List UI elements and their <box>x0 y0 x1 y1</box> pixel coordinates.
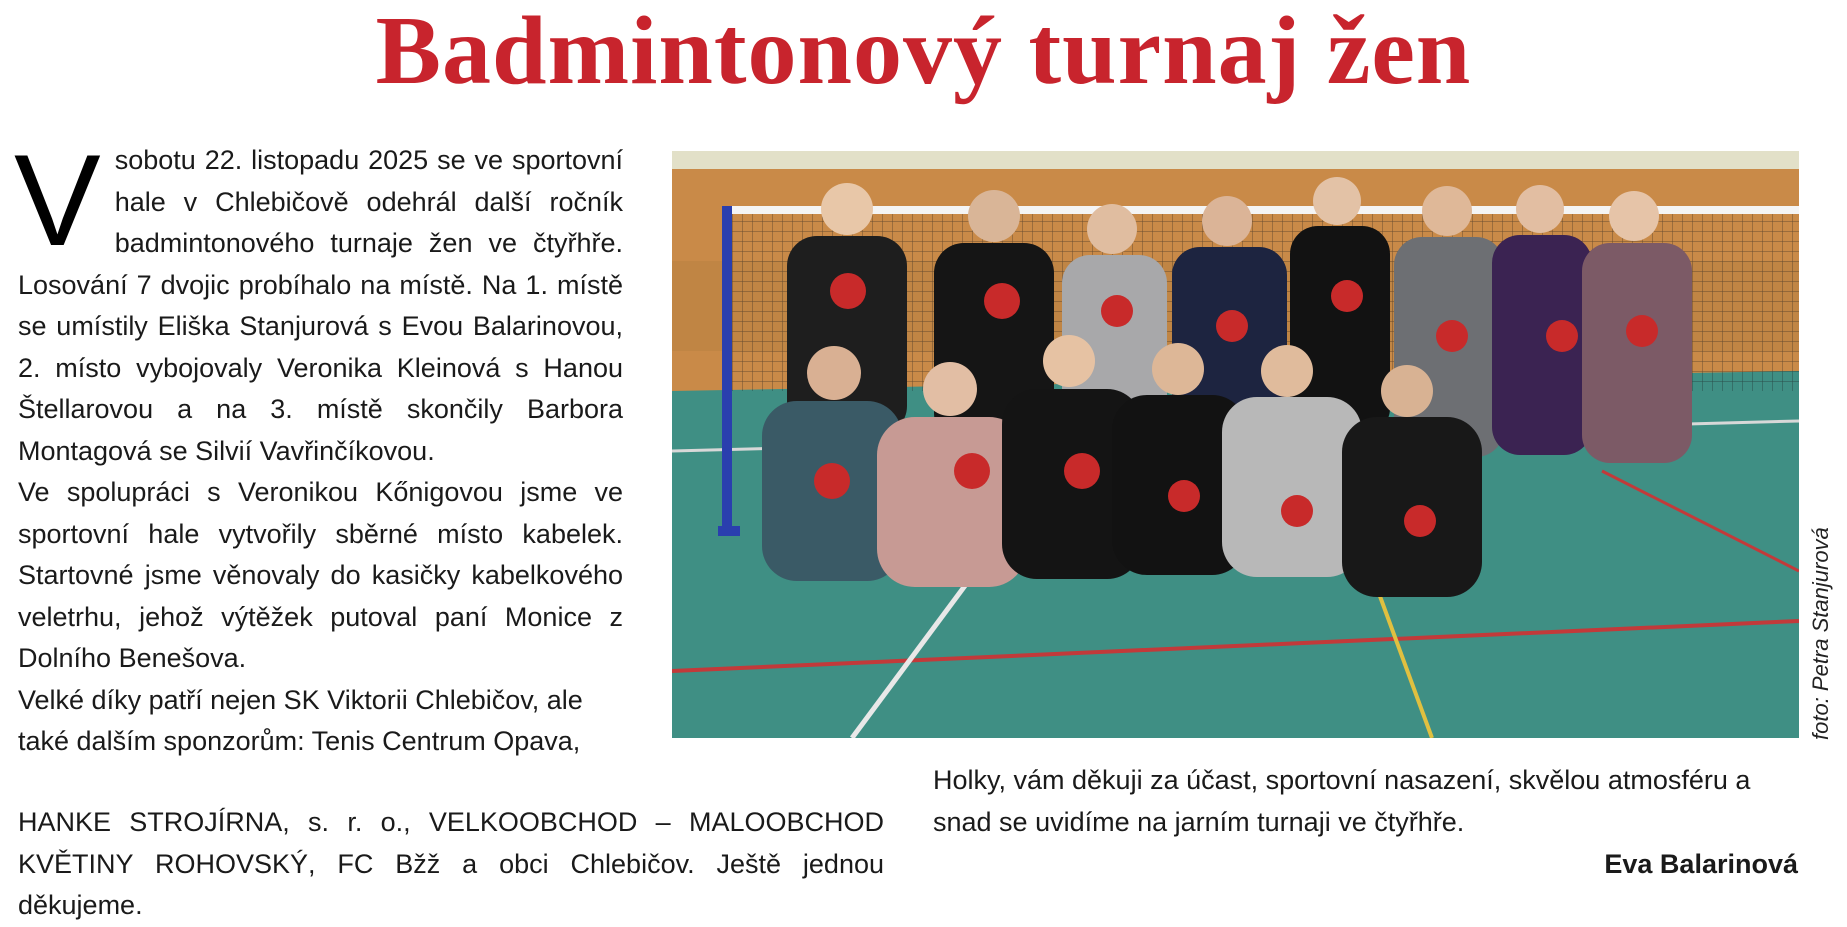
drop-cap: V <box>14 127 101 273</box>
paragraph-collection: Ve spolupráci s Veronikou Kőnigovou jsme ve sportovní hale vytvořily sběrné místo kabelek. Startovné jsme věnovaly do kasičky kabelkového veletrhu, jehož výtěžek putoval paní Monice z Dolního Benešova. <box>18 477 623 673</box>
article-column-left <box>14 127 623 763</box>
article-title: Badmintonový turnaj žen <box>375 0 1472 105</box>
paragraph-results <box>14 127 623 472</box>
team-photo-image <box>672 151 1799 738</box>
paragraph-thanks-end: HANKE STROJÍRNA, s. r. o., VELKOOBCHOD – MALOOBCHOD KVĚTINY ROHOVSKÝ, FC Bžž a obci Chlebičov. Ještě jednou děkujeme. <box>18 807 884 920</box>
paragraph-results-text: sobotu 22. listopadu 2025 se ve sportovní hale v Chlebičově odehrál další ročník badmintonového turnaje žen ve čtyřhře. Losování 7 dvojic probíhalo na místě. Na 1. místě se umístily Eliška Stanjurová s Evou Balarinovou, 2. místo vybojovaly Veronika Kleinová s Hanou Štellarovou a na 3. místě skončily Barbora Montagová se Silvií Vavřinčíkovou. <box>18 145 623 466</box>
paragraph-thanks-start: Velké díky patří nejen SK Viktorii Chlebičov, ale také dalším sponzorům: Tenis Centrum Opava, <box>18 684 583 756</box>
photo-credit: foto: Petra Stanjurová <box>1808 527 1833 740</box>
author-signature: Eva Balarinová <box>1604 849 1798 879</box>
article-column-bottom <box>18 802 884 927</box>
team-photo <box>672 151 1799 738</box>
article-closing <box>933 760 1799 843</box>
paragraph-closing: Holky, vám děkuji za účast, sportovní nasazení, skvělou atmosféru a snad se uvidíme na jarním turnaji ve čtyřhře. <box>933 765 1751 837</box>
